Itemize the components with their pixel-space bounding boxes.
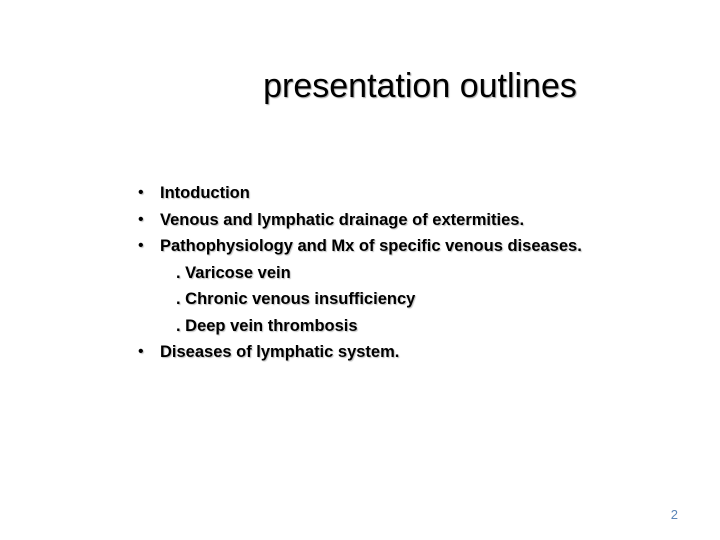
- sub-item-varicose-vein: . Varicose vein: [176, 263, 291, 282]
- bullet-icon: •: [138, 237, 144, 254]
- list-item-venous-lymphatic-drainage: [138, 207, 708, 234]
- list-item-introduction: [138, 180, 708, 207]
- list-item-text: Diseases of lymphatic system.: [160, 343, 400, 361]
- bullet-list: [138, 180, 708, 366]
- sub-item-chronic-venous-insufficiency: . Chronic venous insufficiency: [176, 290, 416, 308]
- slide-title: presentation outlines: [263, 67, 577, 105]
- bullet-icon: •: [138, 184, 144, 201]
- sub-item-deep-vein-thrombosis: . Deep vein thrombosis: [176, 316, 358, 335]
- list-item-text: Intoduction: [160, 184, 250, 202]
- list-item-lymphatic-diseases: [138, 339, 708, 366]
- page-number: 2: [670, 507, 678, 522]
- list-item-pathophysiology: [138, 233, 708, 260]
- bullet-icon: •: [138, 210, 144, 228]
- list-item-text: Pathophysiology and Mx of specific venous diseases.: [160, 237, 582, 255]
- bullet-icon: •: [138, 343, 144, 360]
- list-item-text: Venous and lymphatic drainage of extermities.: [160, 210, 525, 229]
